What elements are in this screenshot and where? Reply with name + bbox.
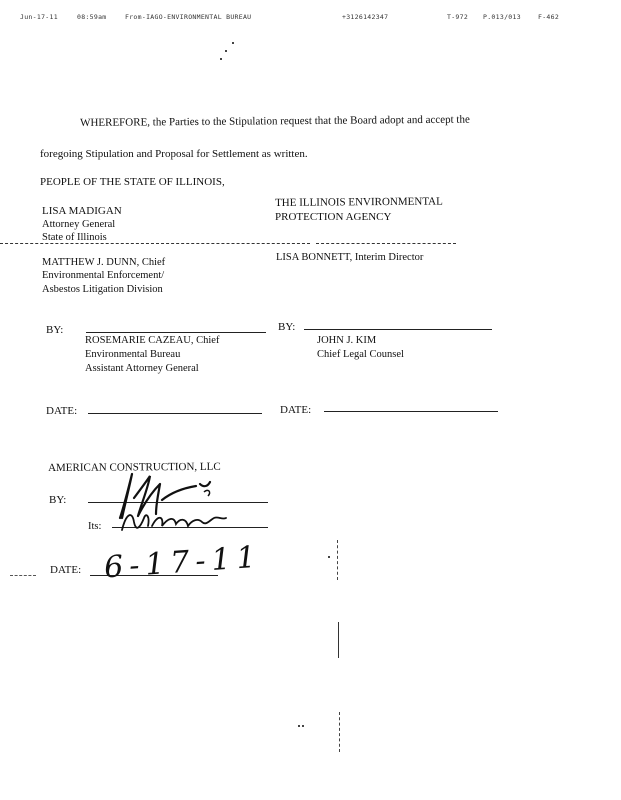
kim-name: JOHN J. KIM bbox=[317, 335, 377, 346]
bonnett-name: LISA BONNETT, Interim Director bbox=[276, 252, 424, 263]
dunn-name: MATTHEW J. DUNN, Chief bbox=[42, 257, 166, 268]
dunn-title-1: Environmental Enforcement/ bbox=[42, 270, 165, 281]
ag-title-2: State of Illinois bbox=[42, 232, 107, 243]
left-signature-line bbox=[86, 332, 266, 333]
left-date-line bbox=[88, 413, 262, 414]
fax-time: 08:59am bbox=[77, 13, 107, 21]
company-date-label: DATE: bbox=[50, 564, 82, 576]
date-margin-mark bbox=[10, 575, 36, 576]
dunn-title-2: Asbestos Litigation Division bbox=[42, 284, 163, 295]
separator-line bbox=[316, 243, 456, 244]
left-by-label: BY: bbox=[46, 324, 64, 336]
ag-name: LISA MADIGAN bbox=[42, 205, 122, 217]
fax-from: From-IAGO-ENVIRONMENTAL BUREAU bbox=[125, 13, 252, 21]
company-name: AMERICAN CONSTRUCTION, LLC bbox=[48, 460, 221, 474]
scan-artifact bbox=[337, 540, 338, 580]
fax-phone: +3126142347 bbox=[342, 13, 389, 21]
handwritten-date: 6-17-11 bbox=[102, 539, 263, 586]
cazeau-title-1: Environmental Bureau bbox=[85, 349, 181, 360]
scan-artifact bbox=[339, 712, 340, 752]
wherefore-line-1: WHEREFORE, the Parties to the Stipulation request that the Board adopt and accept the bbox=[80, 113, 470, 129]
company-its-label: Its: bbox=[88, 521, 102, 532]
scan-speck bbox=[232, 42, 234, 44]
scan-speck bbox=[328, 556, 330, 558]
right-signature-line bbox=[304, 329, 492, 330]
company-by-label: BY: bbox=[49, 494, 67, 506]
agency-heading-1: THE ILLINOIS ENVIRONMENTAL bbox=[275, 195, 443, 209]
people-heading: PEOPLE OF THE STATE OF ILLINOIS, bbox=[40, 176, 225, 188]
scan-speck bbox=[220, 58, 222, 60]
agency-heading-2: PROTECTION AGENCY bbox=[275, 211, 392, 223]
cazeau-name: ROSEMARIE CAZEAU, Chief bbox=[85, 335, 220, 346]
its-scribble bbox=[118, 506, 238, 536]
fax-f-code: F-462 bbox=[538, 13, 560, 21]
scan-speck bbox=[225, 50, 227, 52]
right-date-label: DATE: bbox=[280, 404, 312, 416]
fax-t-code: T-972 bbox=[447, 13, 469, 21]
left-date-label: DATE: bbox=[46, 405, 78, 417]
separator-line bbox=[0, 243, 310, 244]
scan-speck bbox=[298, 725, 300, 727]
ag-title-1: Attorney General bbox=[42, 219, 116, 230]
wherefore-line-2: foregoing Stipulation and Proposal for Settlement as written. bbox=[40, 148, 308, 160]
cazeau-title-2: Assistant Attorney General bbox=[85, 363, 199, 374]
kim-title: Chief Legal Counsel bbox=[317, 349, 404, 360]
right-by-label: BY: bbox=[278, 321, 296, 333]
scan-speck bbox=[302, 725, 304, 727]
fax-date: Jun-17-11 bbox=[20, 13, 58, 21]
fax-page: P.013/013 bbox=[483, 13, 521, 21]
right-date-line bbox=[324, 411, 498, 412]
scan-artifact bbox=[338, 622, 339, 658]
